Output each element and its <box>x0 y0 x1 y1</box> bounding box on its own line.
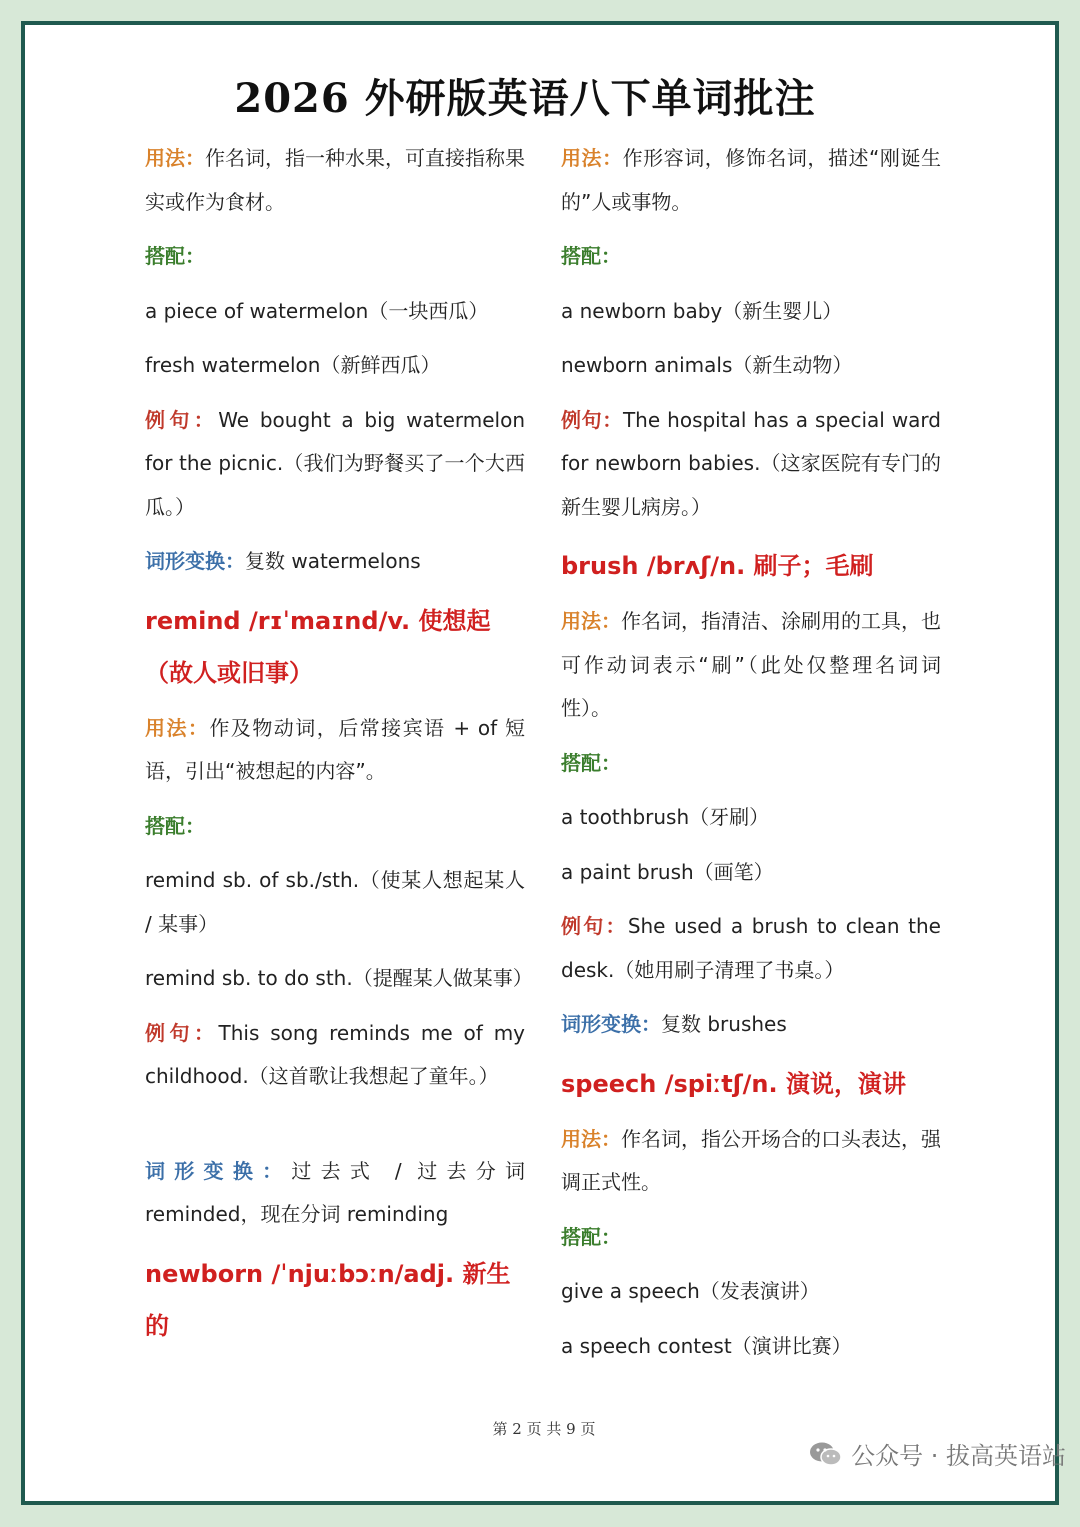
entry-label: 搭配： <box>561 750 621 775</box>
entry-label: 词形变换： <box>145 1158 292 1183</box>
entry-line <box>145 957 533 1001</box>
entry-label: 用法： <box>145 715 210 740</box>
spacer <box>145 1110 525 1150</box>
entry-text: 作名词，指清洁、涂刷用的工具，也可作动词表示“刷”（此处仅整理名词词性）。 <box>561 609 941 720</box>
watermark-text: 公众号 · 拔高英语站 <box>851 1442 1066 1470</box>
entry-label: 例句： <box>145 1020 219 1045</box>
entry-text: newborn animals（新生动物） <box>561 353 853 377</box>
entry-line <box>145 235 525 279</box>
headword: brush /brʌʃ/n. 刷子；毛刷 <box>561 552 874 580</box>
entry-line <box>145 805 525 849</box>
wechat-icon <box>809 1441 843 1467</box>
entry-label: 用法： <box>145 146 205 170</box>
entry-text: She used a brush to clean the desk.（她用刷子清理了书桌。） <box>561 914 941 982</box>
entry-text: a piece of watermelon（一块西瓜） <box>145 298 489 323</box>
entry-line <box>561 1325 941 1369</box>
entry-label: 例句： <box>145 407 219 432</box>
entry-line <box>561 600 941 731</box>
entry-text: 过去式 / 过去分词 reminded，现在分词 reminding <box>145 1158 526 1226</box>
entry-text: The hospital has a special ward for newborn babies.（这家医院有专门的新生婴儿病房。） <box>561 407 941 519</box>
entry-text: a paint brush（画笔） <box>561 859 774 884</box>
entry-label: 例句： <box>561 407 623 432</box>
entry-line <box>145 540 525 584</box>
entry-label: 用法： <box>561 146 623 170</box>
page-frame <box>21 21 1059 1505</box>
entry-line <box>145 707 525 794</box>
entry-label: 搭配： <box>145 244 205 268</box>
headword: newborn /ˈnjuːbɔːn/adj. 新生的 <box>145 1259 511 1340</box>
entry-label: 用法： <box>561 1126 621 1151</box>
entry-text: a toothbrush（牙刷） <box>561 805 770 829</box>
entry-label: 搭配： <box>561 1224 621 1249</box>
left-column <box>145 137 533 1360</box>
entry-text: remind sb. of sb./sth.（使某人想起某人 / 某事） <box>145 868 525 936</box>
entry-line <box>561 235 941 279</box>
entry-text: 复数 watermelons <box>245 549 421 573</box>
entry-line <box>561 796 941 840</box>
right-column <box>561 137 941 1379</box>
headword: speech /spiːtʃ/n. 演说，演讲 <box>561 1069 906 1098</box>
entry-line <box>561 399 941 530</box>
entry-text: 作名词，指公开场合的口头表达，强调正式性。 <box>561 1126 941 1194</box>
entry-line <box>561 742 941 786</box>
entry-line <box>145 859 525 946</box>
entry-line <box>145 399 525 530</box>
entry-line <box>145 290 525 334</box>
page-number: 第 2 页 共 9 页 <box>492 1420 596 1438</box>
entry-line <box>561 344 941 388</box>
page-title: 2026 外研版英语八下单词批注 <box>234 75 816 122</box>
entry-line <box>561 1216 941 1260</box>
entry-line <box>145 137 525 224</box>
entry-text: This song reminds me of my childhood.（这首歌让我想起了童年。） <box>145 1020 526 1088</box>
entry-text: 复数 brushes <box>661 1012 787 1036</box>
entry-line <box>561 290 941 334</box>
entry-text: give a speech（发表演讲） <box>561 1279 820 1303</box>
entry-text: 作及物动词，后常接宾语 + of 短语，引出“被想起的内容”。 <box>145 715 526 783</box>
entry-text: a newborn baby（新生婴儿） <box>561 298 843 323</box>
entry-line <box>561 137 941 224</box>
entry-line <box>561 905 941 992</box>
entry-label: 搭配： <box>561 244 621 268</box>
entry-line <box>561 1118 941 1205</box>
entry-text: remind sb. to do sth.（提醒某人做某事） <box>145 966 533 990</box>
headword: remind /rɪˈmaɪnd/v. 使想起（故人或旧事） <box>145 606 491 687</box>
entry-text: a speech contest（演讲比赛） <box>561 1333 852 1358</box>
entry-line <box>561 1270 941 1314</box>
entry-text: 作形容词，修饰名词，描述“刚诞生的”人或事物。 <box>561 146 941 214</box>
entry-label: 搭配： <box>145 813 205 838</box>
entry-line <box>145 344 525 388</box>
entry-line <box>145 1150 525 1237</box>
entry-label: 例句： <box>561 914 628 938</box>
entry-text: fresh watermelon（新鲜西瓜） <box>145 353 441 377</box>
watermark <box>809 1436 1066 1471</box>
entry-text: 作名词，指一种水果，可直接指称果实或作为食材。 <box>145 146 525 214</box>
entry-line <box>561 1003 941 1047</box>
entry-line <box>145 1012 525 1099</box>
entry-line <box>561 851 941 895</box>
entry-label: 用法： <box>561 609 621 633</box>
entry-label: 词形变换： <box>561 1012 661 1036</box>
entry-label: 词形变换： <box>145 549 245 573</box>
entry-text: We bought a big watermelon for the picnic.（我们为野餐买了一个大西瓜。） <box>145 407 526 519</box>
